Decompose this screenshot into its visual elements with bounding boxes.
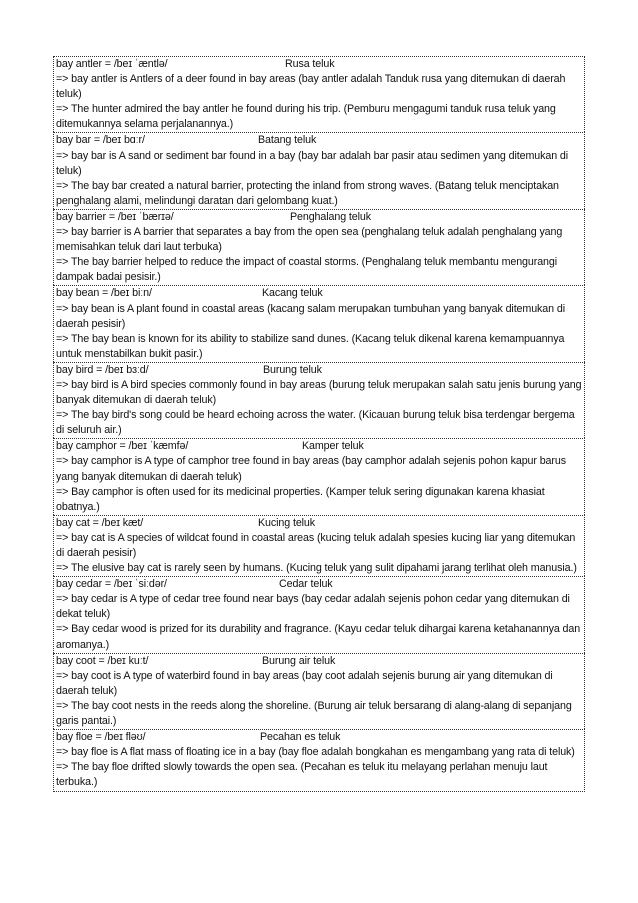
entry-header [56,210,584,225]
entry-header [56,57,584,72]
vocabulary-entry [53,438,585,514]
definition: => bay coot is A type of waterbird found in bay areas (bay coot adalah sejenis burung air yang ditemukan di daerah teluk) [56,669,553,697]
translation: Pecahan es teluk [260,731,341,744]
definition: => bay bird is A bird species commonly found in bay areas (burung teluk merupakan salah satu jenis burung yang banyak ditemukan di daerah teluk) [56,378,582,407]
example-sentence: => Bay camphor is often used for its medicinal properties. (Kamper teluk sering digunakan karena khasiat obatnya.) [56,485,545,513]
vocabulary-entry [53,576,585,652]
translation: Batang teluk [258,134,317,147]
vocabulary-entry [53,209,585,285]
headword: bay bird = /beɪ bɜːd/ [56,363,149,376]
entry-header [56,363,584,378]
vocabulary-entry [53,362,585,438]
entry-header [56,286,584,301]
translation: Burung teluk [263,363,322,376]
vocabulary-entry [53,653,585,729]
definition: => bay bean is A plant found in coastal areas (kacang salam merupakan tumbuhan yang banyak ditemukan di daerah pesisir) [56,302,565,330]
headword: bay cedar = /beɪ ˈsiːdər/ [56,578,167,591]
example-sentence: => The bay bird's song could be heard echoing across the water. (Kicauan burung teluk bisa terdengar bergema di seluruh air.) [56,409,575,437]
example-sentence: => Bay cedar wood is prized for its durability and fragrance. (Kayu cedar teluk dihargai karena ketahanannya dan aromanya.) [56,623,581,651]
example-sentence: => The hunter admired the bay antler he found during his trip. (Pemburu mengagumi tanduk rusa teluk yang ditemukannya selama perjalanannya.) [56,103,556,131]
vocabulary-entry [53,132,585,208]
translation: Cedar teluk [279,578,333,591]
vocabulary-list [53,56,585,792]
headword: bay antler = /beɪ ˈæntlə/ [56,58,168,70]
translation: Kamper teluk [302,440,364,453]
translation: Burung air teluk [262,654,336,667]
definition: => bay floe is A flat mass of floating ice in a bay (bay floe adalah bongkahan es mengambang yang rata di teluk) [56,746,575,759]
headword: bay bar = /beɪ bɑːr/ [56,134,145,147]
definition: => bay antler is Antlers of a deer found in bay areas (bay antler adalah Tanduk rusa yang ditemukan di daerah teluk) [56,73,566,101]
vocabulary-entry [53,729,585,791]
vocabulary-entry [53,285,585,361]
translation: Penghalang teluk [290,210,371,223]
example-sentence: => The bay coot nests in the reeds along the shoreline. (Burung air teluk bersarang di alang-alang di sepanjang garis pantai.) [56,699,572,728]
entry-header [56,516,584,531]
headword: bay floe = /beɪ fləʊ/ [56,731,146,744]
headword: bay camphor = /beɪ ˈkæmfə/ [56,440,189,453]
definition: => bay cat is A species of wildcat found in coastal areas (kucing teluk adalah spesies kucing liar yang ditemukan di daerah pesisir) [56,531,576,559]
entry-header [56,577,584,592]
headword: bay barrier = /beɪ ˈbærɪə/ [56,210,174,223]
vocabulary-entry [53,56,585,132]
entry-header [56,439,584,454]
example-sentence: => The bay barrier helped to reduce the impact of coastal storms. (Penghalang teluk membantu mengurangi dampak badai pesisir.) [56,256,558,284]
headword: bay coot = /beɪ kuːt/ [56,654,149,667]
translation: Kacang teluk [262,287,323,300]
definition: => bay barrier is A barrier that separates a bay from the open sea (penghalang teluk adalah penghalang yang memisahkan teluk dari laut terbuka) [56,226,563,254]
entry-header [56,730,584,745]
translation: Kucing teluk [258,516,316,529]
vocabulary-entry [53,515,585,576]
example-sentence: => The bay bar created a natural barrier, protecting the inland from strong waves. (Batang teluk menciptakan penghalang alami, melindungi daratan dari gelombang kuat.) [56,179,559,207]
headword: bay bean = /beɪ biːn/ [56,287,152,300]
example-sentence: => The bay bean is known for its ability to stabilize sand dunes. (Kacang teluk dikenal karena kemampuannya untuk menstabilkan bukit pasir.) [56,332,565,360]
headword: bay cat = /beɪ kæt/ [56,516,144,529]
definition: => bay cedar is A type of cedar tree found near bays (bay cedar adalah sejenis pohon cedar yang ditemukan di dekat teluk) [56,593,570,621]
example-sentence: => The elusive bay cat is rarely seen by humans. (Kucing teluk yang sulit dipahami jarang terlihat oleh manusia.) [56,562,577,575]
example-sentence: => The bay floe drifted slowly towards the open sea. (Pecahan es teluk itu melayang perlahan menuju laut terbuka.) [56,761,548,789]
translation: Rusa teluk [285,58,335,70]
entry-header [56,654,584,669]
entry-header [56,133,584,148]
definition: => bay bar is A sand or sediment bar found in a bay (bay bar adalah bar pasir atau sedimen yang ditemukan di teluk) [56,149,569,177]
definition: => bay camphor is A type of camphor tree found in bay areas (bay camphor adalah sejenis pohon kapur barus yang banyak ditemukan di daerah teluk) [56,455,566,483]
